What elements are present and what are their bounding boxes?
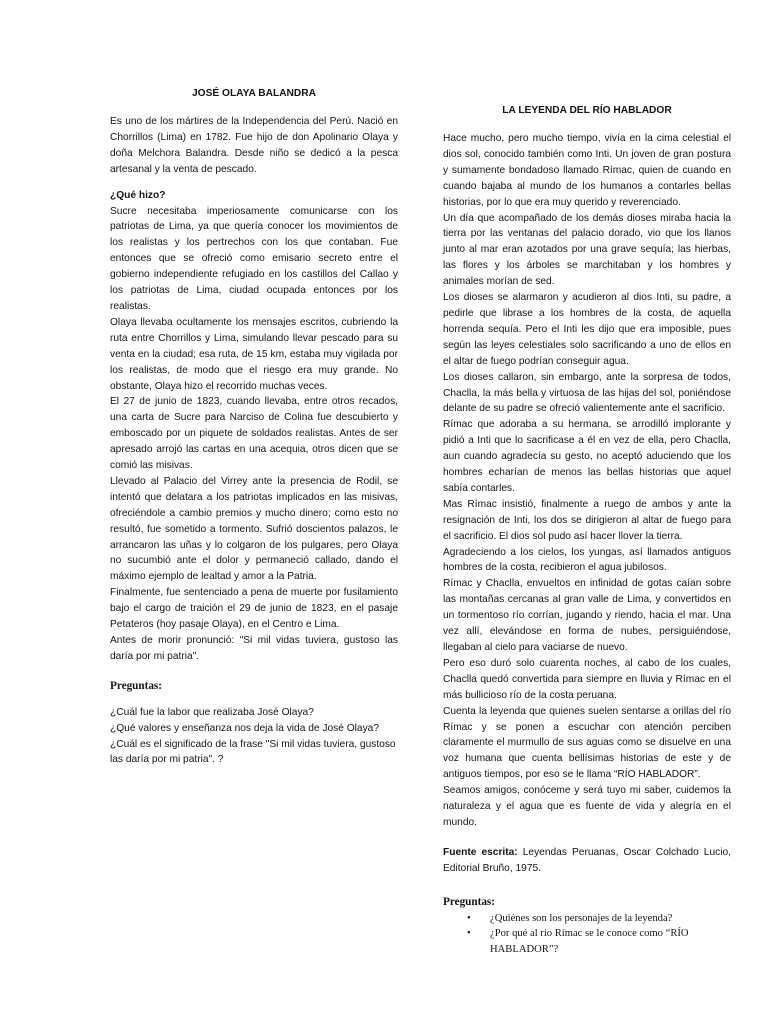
left-column	[110, 86, 398, 768]
right-paragraph: Un día que acompañado de los demás dioses miraba hacia la tierra por las ventanas del palacio dorado, vio que los llanos junto al mar eran azotados por una grave sequía; las hierbas, las flores y los árboles se marchitaban y los hombres y animales morían de sed.	[443, 212, 731, 288]
right-paragraph: Agradeciendo a los cielos, los yungas, así llamados antiguos hombres de la costa, recibieron el agua jubilosos.	[443, 546, 731, 574]
right-question: ¿Por qué al río Rímac se le conoce como “RÍO HABLADOR”?	[490, 928, 689, 955]
right-paragraph: Rímac y Chaclla, envueltos en infinidad de gotas caían sobre las montañas cercanas al gran valle de Lima, y convertidos en un tormentoso río corrían, jugando y riendo, hacia el mar. Una vez allí, elevándose en forma de nubes, persiguiéndose, llegaban al cielo para vaciarse de nuevo.	[443, 578, 731, 653]
list-item	[443, 926, 731, 957]
left-question: ¿Qué valores y enseñanza nos deja la vida de José Olaya?	[110, 722, 379, 734]
left-paragraph: Antes de morir pronunció: "Si mil vidas tuviera, gustoso las daría por mi patria".	[110, 635, 398, 662]
left-paragraph: Sucre necesitaba imperiosamente comunicarse con los patriotas de Lima, ya que quería conocer los movimientos de los realistas y los pertrechos con los que contaban. Fue entonces que se ofreció como emisario secreto entre el gobierno independiente refugiado en los castillos del Callao y los patriotas de Lima, ciudad ocupada entonces por los realistas.	[110, 205, 398, 312]
left-paragraph: El 27 de junio de 1823, cuando llevaba, entre otros recados, una carta de Sucre para Narciso de Colina fue descubierto y emboscado por un piquete de soldados realistas. Antes de ser apresado arrojó las cartas en una acequia, otros dicen que se comió las misivas.	[110, 396, 398, 472]
bullet-icon: •	[467, 912, 471, 924]
right-paragraph: Pero eso duró solo cuarenta noches, al cabo de los cuales, Chaclla quedó convertida para siempre en lluvia y Rímac en el más bullicioso río de la costa peruana.	[443, 657, 731, 701]
left-paragraph: Llevado al Palacio del Virrey ante la presencia de Rodil, se intentó que delatara a los patriotas implicados en las misivas, ofreciéndole a cambio premios y mucho dinero; como esto no resultó, fue sometido a tormento. Sufrió doscientos palazos, le arrancaron las uñas y lo colgaron de los pulgares, pero Olaya no sucumbió ante el dolor y permaneció callado, dando el máximo ejemplo de lealtad y amor a la Patria.	[110, 475, 398, 583]
source-label: Fuente escrita:	[443, 846, 518, 858]
right-question: ¿Quiénes son los personajes de la leyenda?	[490, 912, 673, 924]
right-paragraph: Los dioses callaron, sin embargo, ante la sorpresa de todos, Chaclla, la más bella y virtuosa de las hijas del sol, poniéndose delante de su padre se ofreció valientemente ante el sacrificio.	[443, 371, 731, 415]
left-question: ¿Cuál fue la labor que realizaba José Olaya?	[110, 706, 314, 718]
right-paragraph: Seamos amigos, conóceme y será tuyo mi saber, cuidemos la naturaleza y el agua que es fuente de vida y alegría en el mundo.	[443, 785, 731, 828]
right-questions-heading-text: Preguntas	[443, 895, 492, 908]
right-questions-list	[443, 911, 731, 958]
source-text: Leyendas Peruanas, Oscar Colchado Lucio, Editorial Bruño, 1975.	[443, 846, 731, 874]
left-title: JOSÉ OLAYA BALANDRA	[192, 88, 316, 99]
list-item	[443, 911, 731, 927]
left-question: ¿Cuál es el significado de la frase "Si mil vidas tuviera, gustoso las daría por mi patria". ?	[110, 738, 396, 766]
left-subheading: ¿Qué hizo?	[110, 189, 166, 201]
left-paragraph: Finalmente, fue sentenciado a pena de muerte por fusilamiento bajo el cargo de traición el 29 de junio de 1823, en el pasaje Petateros (hoy pasaje Olaya), en el Centro e Lima.	[110, 587, 398, 631]
right-title: LA LEYENDA DEL RÍO HABLADOR	[502, 105, 672, 116]
right-column	[443, 103, 731, 957]
left-intro: Es uno de los mártires de la Independencia del Perú. Nació en Chorrillos (Lima) en 1782. Fue hijo de don Apolinario Olaya y doña Melchora Balandra. Desde niño se dedicó a la pesca artesanal y la venta de pescado.	[110, 116, 398, 175]
left-questions-heading: Preguntas:	[110, 679, 163, 692]
left-paragraph: Olaya llevaba ocultamente los mensajes escritos, cubriendo la ruta entre Chorrillos y Lima, simulando llevar pescado para su venta en la ciudad; esa ruta, de 15 km, estaba muy vigilada por los realistas, de modo que el riesgo era muy grande. No obstante, Olaya hizo el recorrido muchas veces.	[110, 316, 398, 392]
left-questions-heading-text: Preguntas	[110, 679, 159, 692]
right-paragraph: Hace mucho, pero mucho tiempo, vivía en la cima celestial el dios sol, conocido también como Inti. Un joven de gran postura y sumamente bondadoso llamado Rímac, quien de cuando en cuando bajaba al mundo de los humanos a contarles bellas historias, por lo que era muy querido y reverenciado.	[443, 133, 731, 208]
right-paragraph: Mas Rímac insistió, finalmente a ruego de ambos y ante la resignación de Inti, los dos se dirigieron al altar de fuego para el sacrificio. El dios sol pudo así hacer llover la tierra.	[443, 498, 731, 542]
right-paragraph: Rímac que adoraba a su hermana, se arrodilló implorante y pidió a Inti que lo sacrificase a él en vez de ella, pero Chaclla, aun cuando agradecía su gesto, no aceptó aduciendo que los hombres echarían de menos las bellas historias que aquel sabía contarles.	[443, 419, 731, 494]
right-paragraph: Los dioses se alarmaron y acudieron al dios Inti, su padre, a pedirle que librase a los hombres de la costa, de aquella horrenda sequía. Pero el Inti les dijo que era imposible, pues según las leyes celestiales solo sacrificando a uno de ellos en el altar de fuego podrían conseguir agua.	[443, 292, 731, 367]
right-paragraph: Cuenta la leyenda que quienes suelen sentarse a orillas del río Rímac y se ponen a escuchar con atención perciben claramente el murmullo de sus aguas como se disuelve en una voz humana que cuenta bellísimas historias de este y de antiguos tiempos, por eso se le llama “RÍO HABLADOR”.	[443, 705, 731, 781]
right-questions-heading: Preguntas:	[443, 895, 496, 908]
source-citation	[443, 845, 731, 877]
bullet-icon: •	[467, 928, 471, 940]
